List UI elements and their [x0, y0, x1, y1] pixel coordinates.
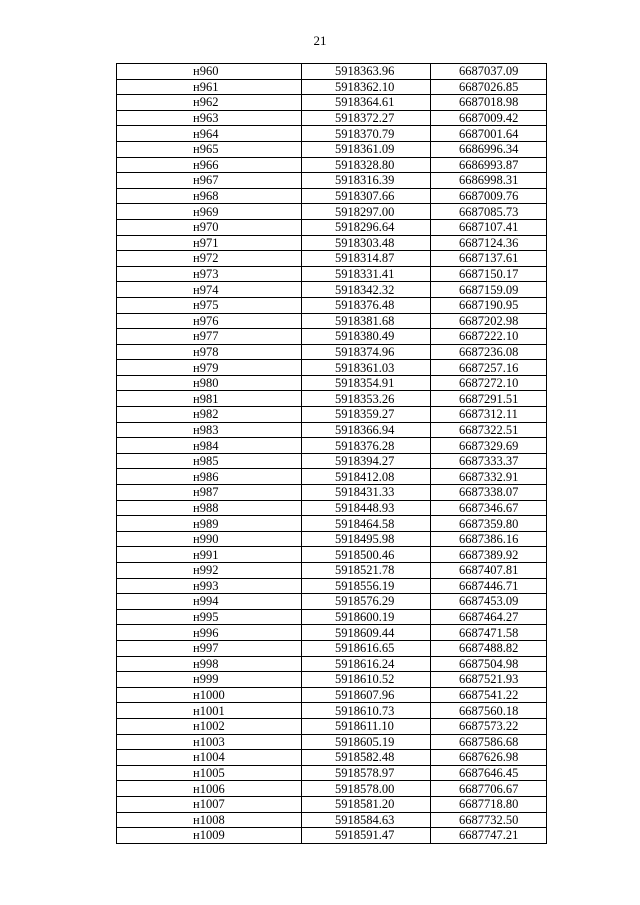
table-row — [117, 251, 547, 267]
y-coordinate-cell: 6687626.98 — [431, 750, 547, 766]
x-coordinate-cell: 5918464.58 — [302, 516, 431, 532]
table-row — [117, 656, 547, 672]
table-row — [117, 297, 547, 313]
point-id-cell: н969 — [117, 204, 302, 220]
point-id-cell: н989 — [117, 516, 302, 532]
y-coordinate-cell: 6687346.67 — [431, 500, 547, 516]
y-coordinate-cell: 6687560.18 — [431, 703, 547, 719]
y-coordinate-cell: 6687272.10 — [431, 375, 547, 391]
point-id-cell: н1002 — [117, 718, 302, 734]
x-coordinate-cell: 5918380.49 — [302, 329, 431, 345]
x-coordinate-cell: 5918307.66 — [302, 188, 431, 204]
x-coordinate-cell: 5918314.87 — [302, 251, 431, 267]
y-coordinate-cell: 6687338.07 — [431, 485, 547, 501]
y-coordinate-cell: 6687359.80 — [431, 516, 547, 532]
table-row — [117, 282, 547, 298]
table-row — [117, 375, 547, 391]
table-row — [117, 578, 547, 594]
x-coordinate-cell: 5918611.10 — [302, 718, 431, 734]
table-row — [117, 126, 547, 142]
y-coordinate-cell: 6687312.11 — [431, 407, 547, 423]
x-coordinate-cell: 5918576.29 — [302, 594, 431, 610]
y-coordinate-cell: 6687291.51 — [431, 391, 547, 407]
x-coordinate-cell: 5918354.91 — [302, 375, 431, 391]
point-id-cell: н976 — [117, 313, 302, 329]
x-coordinate-cell: 5918394.27 — [302, 453, 431, 469]
y-coordinate-cell: 6687257.16 — [431, 360, 547, 376]
point-id-cell: н992 — [117, 563, 302, 579]
x-coordinate-cell: 5918412.08 — [302, 469, 431, 485]
point-id-cell: н977 — [117, 329, 302, 345]
y-coordinate-cell: 6687037.09 — [431, 64, 547, 80]
x-coordinate-cell: 5918556.19 — [302, 578, 431, 594]
point-id-cell: н996 — [117, 625, 302, 641]
y-coordinate-cell: 6687386.16 — [431, 531, 547, 547]
y-coordinate-cell: 6687236.08 — [431, 344, 547, 360]
x-coordinate-cell: 5918582.48 — [302, 750, 431, 766]
point-id-cell: н1003 — [117, 734, 302, 750]
y-coordinate-cell: 6686998.31 — [431, 173, 547, 189]
table-row — [117, 110, 547, 126]
table-row — [117, 828, 547, 844]
table-row — [117, 157, 547, 173]
point-id-cell: н1008 — [117, 812, 302, 828]
y-coordinate-cell: 6687504.98 — [431, 656, 547, 672]
table-row — [117, 625, 547, 641]
y-coordinate-cell: 6687150.17 — [431, 266, 547, 282]
point-id-cell: н993 — [117, 578, 302, 594]
y-coordinate-cell: 6687446.71 — [431, 578, 547, 594]
point-id-cell: н1006 — [117, 781, 302, 797]
x-coordinate-cell: 5918381.68 — [302, 313, 431, 329]
y-coordinate-cell: 6686996.34 — [431, 141, 547, 157]
x-coordinate-cell: 5918616.65 — [302, 640, 431, 656]
point-id-cell: н975 — [117, 297, 302, 313]
table-row — [117, 547, 547, 563]
table-row — [117, 204, 547, 220]
y-coordinate-cell: 6687009.76 — [431, 188, 547, 204]
x-coordinate-cell: 5918374.96 — [302, 344, 431, 360]
point-id-cell: н997 — [117, 640, 302, 656]
coordinates-table-body — [117, 64, 547, 844]
x-coordinate-cell: 5918328.80 — [302, 157, 431, 173]
y-coordinate-cell: 6687573.22 — [431, 718, 547, 734]
page-number: 21 — [313, 33, 327, 48]
x-coordinate-cell: 5918363.96 — [302, 64, 431, 80]
point-id-cell: н986 — [117, 469, 302, 485]
point-id-cell: н981 — [117, 391, 302, 407]
point-id-cell: н963 — [117, 110, 302, 126]
y-coordinate-cell: 6687190.95 — [431, 297, 547, 313]
x-coordinate-cell: 5918372.27 — [302, 110, 431, 126]
point-id-cell: н1004 — [117, 750, 302, 766]
x-coordinate-cell: 5918448.93 — [302, 500, 431, 516]
point-id-cell: н987 — [117, 485, 302, 501]
x-coordinate-cell: 5918366.94 — [302, 422, 431, 438]
table-row — [117, 79, 547, 95]
x-coordinate-cell: 5918616.24 — [302, 656, 431, 672]
y-coordinate-cell: 6687026.85 — [431, 79, 547, 95]
y-coordinate-cell: 6687332.91 — [431, 469, 547, 485]
point-id-cell: н983 — [117, 422, 302, 438]
point-id-cell: н1005 — [117, 765, 302, 781]
x-coordinate-cell: 5918342.32 — [302, 282, 431, 298]
point-id-cell: н990 — [117, 531, 302, 547]
point-id-cell: н979 — [117, 360, 302, 376]
point-id-cell: н1000 — [117, 687, 302, 703]
x-coordinate-cell: 5918578.00 — [302, 781, 431, 797]
table-row — [117, 360, 547, 376]
point-id-cell: н978 — [117, 344, 302, 360]
table-row — [117, 781, 547, 797]
table-row — [117, 95, 547, 111]
x-coordinate-cell: 5918376.28 — [302, 438, 431, 454]
y-coordinate-cell: 6687159.09 — [431, 282, 547, 298]
y-coordinate-cell: 6687407.81 — [431, 563, 547, 579]
point-id-cell: н960 — [117, 64, 302, 80]
point-id-cell: н970 — [117, 219, 302, 235]
table-row — [117, 796, 547, 812]
x-coordinate-cell: 5918578.97 — [302, 765, 431, 781]
table-row — [117, 141, 547, 157]
x-coordinate-cell: 5918376.48 — [302, 297, 431, 313]
x-coordinate-cell: 5918600.19 — [302, 609, 431, 625]
table-row — [117, 188, 547, 204]
y-coordinate-cell: 6687453.09 — [431, 594, 547, 610]
x-coordinate-cell: 5918607.96 — [302, 687, 431, 703]
table-row — [117, 235, 547, 251]
y-coordinate-cell: 6687107.41 — [431, 219, 547, 235]
y-coordinate-cell: 6686993.87 — [431, 157, 547, 173]
point-id-cell: н973 — [117, 266, 302, 282]
x-coordinate-cell: 5918370.79 — [302, 126, 431, 142]
table-row — [117, 266, 547, 282]
x-coordinate-cell: 5918591.47 — [302, 828, 431, 844]
y-coordinate-cell: 6687009.42 — [431, 110, 547, 126]
x-coordinate-cell: 5918361.09 — [302, 141, 431, 157]
table-row — [117, 453, 547, 469]
y-coordinate-cell: 6687333.37 — [431, 453, 547, 469]
x-coordinate-cell: 5918353.26 — [302, 391, 431, 407]
x-coordinate-cell: 5918297.00 — [302, 204, 431, 220]
coordinates-table — [116, 63, 547, 844]
y-coordinate-cell: 6687706.67 — [431, 781, 547, 797]
y-coordinate-cell: 6687586.68 — [431, 734, 547, 750]
point-id-cell: н985 — [117, 453, 302, 469]
y-coordinate-cell: 6687202.98 — [431, 313, 547, 329]
point-id-cell: н1001 — [117, 703, 302, 719]
table-row — [117, 563, 547, 579]
point-id-cell: н972 — [117, 251, 302, 267]
table-row — [117, 718, 547, 734]
point-id-cell: н962 — [117, 95, 302, 111]
x-coordinate-cell: 5918303.48 — [302, 235, 431, 251]
point-id-cell: н998 — [117, 656, 302, 672]
table-row — [117, 750, 547, 766]
table-row — [117, 687, 547, 703]
table-row — [117, 64, 547, 80]
point-id-cell: н994 — [117, 594, 302, 610]
table-row — [117, 438, 547, 454]
point-id-cell: н988 — [117, 500, 302, 516]
y-coordinate-cell: 6687488.82 — [431, 640, 547, 656]
point-id-cell: н964 — [117, 126, 302, 142]
table-row — [117, 500, 547, 516]
point-id-cell: н995 — [117, 609, 302, 625]
table-row — [117, 422, 547, 438]
point-id-cell: н980 — [117, 375, 302, 391]
y-coordinate-cell: 6687541.22 — [431, 687, 547, 703]
table-row — [117, 531, 547, 547]
x-coordinate-cell: 5918610.52 — [302, 672, 431, 688]
x-coordinate-cell: 5918361.03 — [302, 360, 431, 376]
table-row — [117, 219, 547, 235]
y-coordinate-cell: 6687646.45 — [431, 765, 547, 781]
table-row — [117, 313, 547, 329]
y-coordinate-cell: 6687222.10 — [431, 329, 547, 345]
x-coordinate-cell: 5918584.63 — [302, 812, 431, 828]
x-coordinate-cell: 5918521.78 — [302, 563, 431, 579]
point-id-cell: н967 — [117, 173, 302, 189]
y-coordinate-cell: 6687322.51 — [431, 422, 547, 438]
x-coordinate-cell: 5918495.98 — [302, 531, 431, 547]
x-coordinate-cell: 5918316.39 — [302, 173, 431, 189]
table-row — [117, 485, 547, 501]
table-row — [117, 640, 547, 656]
x-coordinate-cell: 5918359.27 — [302, 407, 431, 423]
point-id-cell: н965 — [117, 141, 302, 157]
x-coordinate-cell: 5918296.64 — [302, 219, 431, 235]
table-row — [117, 672, 547, 688]
x-coordinate-cell: 5918431.33 — [302, 485, 431, 501]
y-coordinate-cell: 6687329.69 — [431, 438, 547, 454]
y-coordinate-cell: 6687389.92 — [431, 547, 547, 563]
y-coordinate-cell: 6687747.21 — [431, 828, 547, 844]
x-coordinate-cell: 5918331.41 — [302, 266, 431, 282]
table-row — [117, 407, 547, 423]
point-id-cell: н984 — [117, 438, 302, 454]
point-id-cell: н1009 — [117, 828, 302, 844]
point-id-cell: н968 — [117, 188, 302, 204]
point-id-cell: н974 — [117, 282, 302, 298]
table-row — [117, 469, 547, 485]
y-coordinate-cell: 6687471.58 — [431, 625, 547, 641]
x-coordinate-cell: 5918610.73 — [302, 703, 431, 719]
point-id-cell: н982 — [117, 407, 302, 423]
table-row — [117, 173, 547, 189]
y-coordinate-cell: 6687464.27 — [431, 609, 547, 625]
x-coordinate-cell: 5918362.10 — [302, 79, 431, 95]
x-coordinate-cell: 5918605.19 — [302, 734, 431, 750]
x-coordinate-cell: 5918500.46 — [302, 547, 431, 563]
table-row — [117, 609, 547, 625]
point-id-cell: н971 — [117, 235, 302, 251]
x-coordinate-cell: 5918581.20 — [302, 796, 431, 812]
y-coordinate-cell: 6687137.61 — [431, 251, 547, 267]
y-coordinate-cell: 6687521.93 — [431, 672, 547, 688]
point-id-cell: н966 — [117, 157, 302, 173]
y-coordinate-cell: 6687085.73 — [431, 204, 547, 220]
y-coordinate-cell: 6687732.50 — [431, 812, 547, 828]
table-row — [117, 765, 547, 781]
y-coordinate-cell: 6687001.64 — [431, 126, 547, 142]
y-coordinate-cell: 6687018.98 — [431, 95, 547, 111]
table-row — [117, 329, 547, 345]
table-row — [117, 391, 547, 407]
point-id-cell: н1007 — [117, 796, 302, 812]
table-row — [117, 812, 547, 828]
x-coordinate-cell: 5918609.44 — [302, 625, 431, 641]
table-row — [117, 344, 547, 360]
point-id-cell: н999 — [117, 672, 302, 688]
table-row — [117, 734, 547, 750]
y-coordinate-cell: 6687718.80 — [431, 796, 547, 812]
point-id-cell: н961 — [117, 79, 302, 95]
table-row — [117, 516, 547, 532]
table-row — [117, 703, 547, 719]
y-coordinate-cell: 6687124.36 — [431, 235, 547, 251]
point-id-cell: н991 — [117, 547, 302, 563]
table-row — [117, 594, 547, 610]
x-coordinate-cell: 5918364.61 — [302, 95, 431, 111]
